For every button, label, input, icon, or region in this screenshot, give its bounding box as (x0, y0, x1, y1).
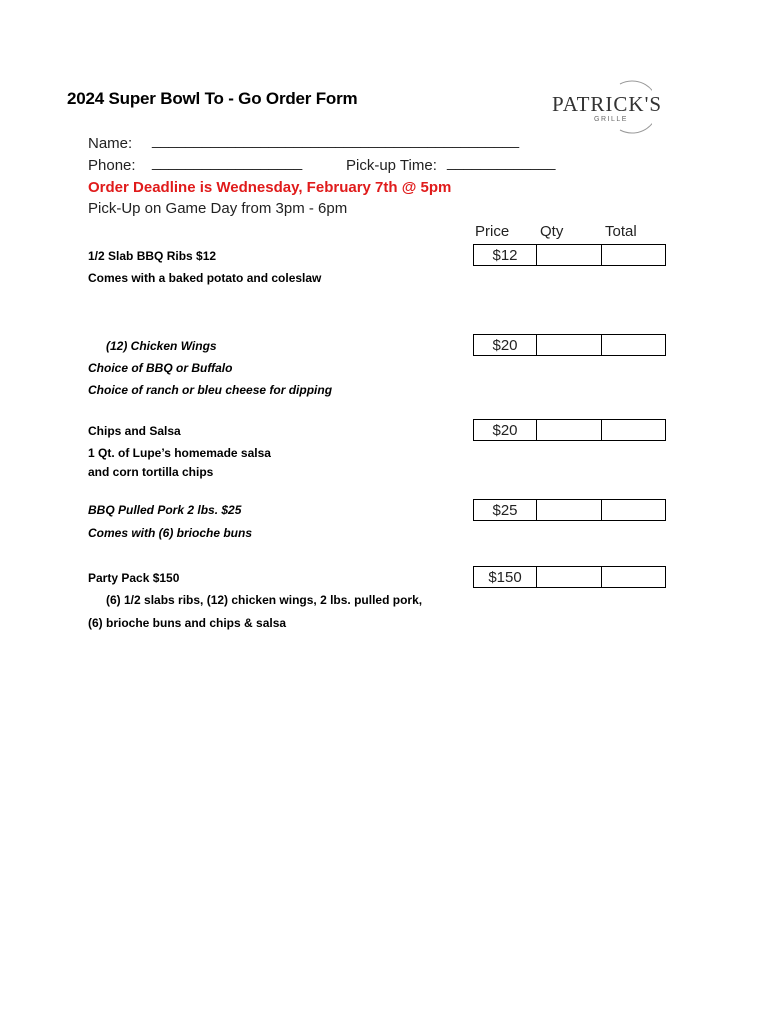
form-title: 2024 Super Bowl To - Go Order Form (67, 89, 358, 108)
item-wings-price: $20 (473, 334, 537, 356)
pickup-note: Pick-Up on Game Day from 3pm - 6pm (88, 200, 348, 217)
item-pork-price: $25 (473, 499, 537, 521)
item-party-pack-name: Party Pack $150 (88, 571, 180, 585)
item-wings-total-input[interactable] (601, 334, 666, 356)
patricks-grille-logo (548, 80, 663, 134)
qty-column-header: Qty (540, 223, 564, 240)
phone-label: Phone: (88, 157, 136, 174)
name-field[interactable]: ____________________________________________ (152, 132, 520, 149)
item-ribs-total-input[interactable] (601, 244, 666, 266)
item-wings-desc-2: Choice of ranch or bleu cheese for dipping (88, 383, 333, 397)
item-pork-desc: Comes with (6) brioche buns (88, 526, 253, 540)
item-chips-name: Chips and Salsa (88, 424, 181, 438)
item-ribs-qty-input[interactable] (536, 244, 602, 266)
phone-field[interactable]: __________________ (152, 154, 303, 171)
item-chips-desc-1: 1 Qt. of Lupe’s homemade salsa (88, 446, 271, 460)
item-pork-name: BBQ Pulled Pork 2 lbs. $25 (88, 503, 242, 517)
item-party-pack-price: $150 (473, 566, 537, 588)
item-ribs-price: $12 (473, 244, 537, 266)
item-chips-price: $20 (473, 419, 537, 441)
order-deadline: Order Deadline is Wednesday, February 7th @ 5pm (88, 179, 452, 196)
item-chips-total-input[interactable] (601, 419, 666, 441)
item-chips-desc-2: and corn tortilla chips (88, 465, 214, 479)
total-column-header: Total (605, 223, 637, 240)
item-ribs-desc: Comes with a baked potato and coleslaw (88, 271, 322, 285)
item-party-pack-total-input[interactable] (601, 566, 666, 588)
item-ribs-name: 1/2 Slab BBQ Ribs $12 (88, 249, 217, 263)
item-wings-desc-1: Choice of BBQ or Buffalo (88, 361, 233, 375)
item-party-pack-desc-2: (6) brioche buns and chips & salsa (88, 616, 287, 630)
pickup-time-field[interactable]: _____________ (447, 154, 556, 171)
item-chips-qty-input[interactable] (536, 419, 602, 441)
item-wings-qty-input[interactable] (536, 334, 602, 356)
item-party-pack-qty-input[interactable] (536, 566, 602, 588)
logo-subtext: GRILLE (594, 116, 628, 123)
item-party-pack-desc-1: (6) 1/2 slabs ribs, (12) chicken wings, 2 lbs. pulled pork, (106, 593, 423, 607)
logo-text: PATRICK'S (552, 92, 663, 116)
item-pork-total-input[interactable] (601, 499, 666, 521)
item-pork-qty-input[interactable] (536, 499, 602, 521)
name-label: Name: (88, 135, 133, 152)
price-column-header: Price (475, 223, 510, 240)
item-wings-name: (12) Chicken Wings (106, 339, 217, 353)
pickup-time-label: Pick-up Time: (346, 157, 437, 174)
